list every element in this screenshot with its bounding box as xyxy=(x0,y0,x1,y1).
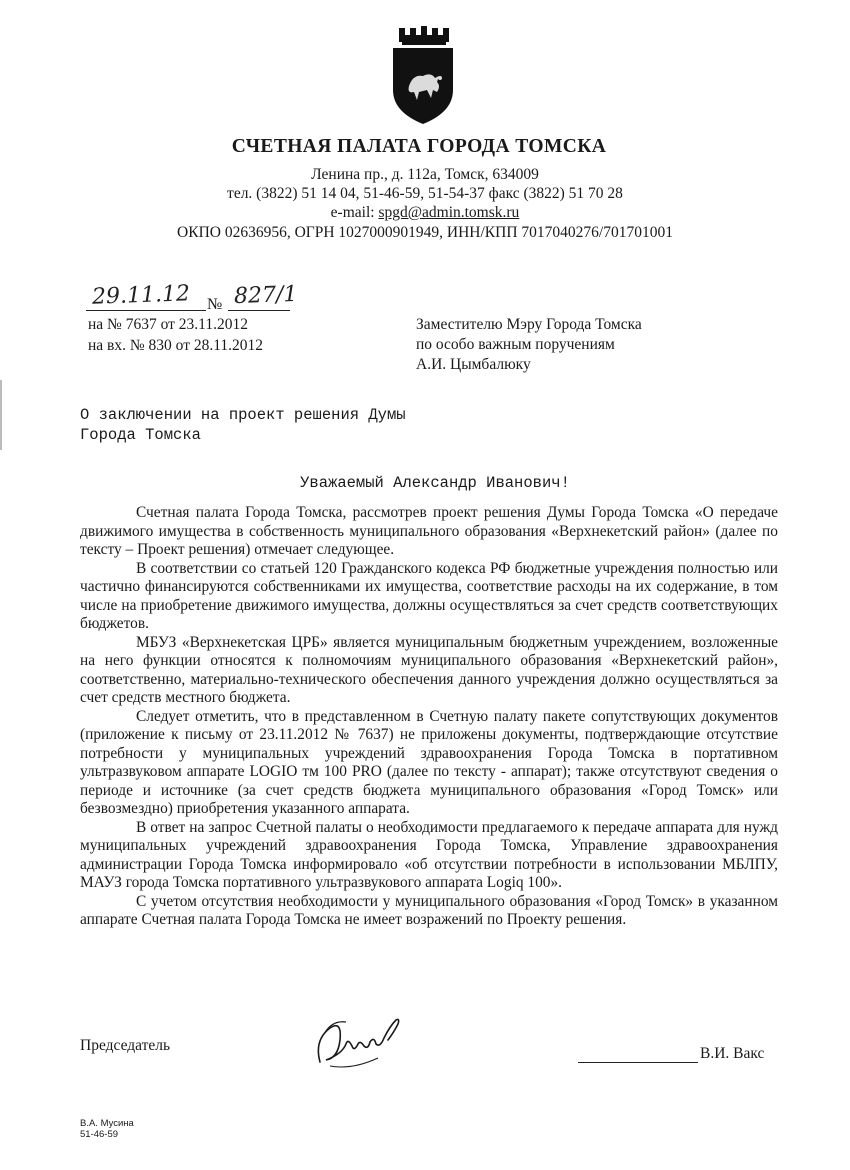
organization-phones: тел. (3822) 51 14 04, 51-46-59, 51-54-37 факс (3822) 51 70 28 xyxy=(227,185,623,202)
body-paragraph: МБУЗ «Верхнекетская ЦРБ» является муниципальным бюджетным учреждением, возложенные на него функции относятся к полномочиям муниципального образования «Верхнекетский район», соответственно, материально-технического обеспечения данного учреждения должно осуществляться за счет средств местного бюджета. xyxy=(80,633,778,706)
addressee-line: А.И. Цымбалюку xyxy=(416,356,531,373)
body-paragraph: С учетом отсутствия необходимости у муниципального образования «Город Томск» в указанном аппарате Счетная палата Города Томска не имеет возражений по Проекту решения. xyxy=(80,892,778,928)
organization-codes: ОКПО 02636956, ОГРН 1027000901949, ИНН/КПП 7017040276/701701001 xyxy=(177,224,673,241)
number-label: № xyxy=(207,296,223,313)
executor-info xyxy=(80,1118,134,1140)
greeting: Уважаемый Александр Иванович! xyxy=(300,474,570,492)
addressee-block xyxy=(416,315,642,375)
executor-name: В.А. Мусина xyxy=(80,1118,134,1129)
handwritten-date: 29.11.12 xyxy=(91,281,191,310)
addressee-line: по особо важным поручениям xyxy=(416,336,615,353)
body-paragraph: Счетная палата Города Томска, рассмотрев проект решения Думы Города Томска «О передаче движимого имущества в собственность муниципального образования «Верхнекетский район» (далее по тексту – Проект решения) отмечает следующее. xyxy=(80,504,778,558)
reference-incoming: на вх. № 830 от 28.11.2012 xyxy=(88,337,264,354)
body-paragraph: Следует отметить, что в представленном в Счетную палату пакете сопутствующих документов (приложение к письму от 23.11.2012 № 7637) не приложены документы, подтверждающие отсутствие потребности у муниципальных учреждений здравоохранения Города Томска в портативном ультразвуковом аппарате LOGIO тм 100 PRO (далее по тексту - аппарат); также отсутствуют сведения о периоде и источнике (за счет средств бюджета муниципального образования «Город Томск» или безвозмездно) приобретения указанного аппарата. xyxy=(80,707,778,817)
signature-underline xyxy=(578,1062,698,1063)
scan-edge-mark xyxy=(0,380,2,450)
subject-line: Города Томска xyxy=(80,426,201,444)
body-paragraph: В ответ на запрос Счетной палаты о необходимости предлагаемого к передаче аппарата для нужд муниципальных учреждений здравоохранения Города Томска, Управление здравоохранения администрации Города Томска информировало «об отсутствии потребности в использовании МБЛПУ, МАУЗ города Томска портативного ультразвукового аппарата Logiq 100». xyxy=(80,818,778,891)
coat-of-arms-emblem xyxy=(383,26,459,126)
handwritten-number: 827/1 xyxy=(233,281,298,310)
letter-body xyxy=(80,504,778,930)
organization-address: Ленина пр., д. 112а, Томск, 634009 xyxy=(311,166,539,183)
organization-email-line xyxy=(0,204,850,222)
signatory-name: В.И. Вакс xyxy=(700,1045,765,1062)
subject-line: О заключении на проект решения Думы xyxy=(80,406,406,424)
email-link[interactable]: spgd@admin.tomsk.ru xyxy=(378,204,520,221)
signatory-position: Председатель xyxy=(80,1037,171,1054)
number-underline xyxy=(228,310,290,311)
date-underline xyxy=(86,310,206,311)
letter-subject xyxy=(80,405,406,445)
executor-phone: 51-46-59 xyxy=(80,1129,119,1140)
reference-outgoing: на № 7637 от 23.11.2012 xyxy=(88,316,248,333)
organization-title: СЧЕТНАЯ ПАЛАТА ГОРОДА ТОМСКА xyxy=(231,136,607,157)
body-paragraph: В соответствии со статьей 120 Гражданского кодекса РФ бюджетные учреждения полностью или частично финансируются собственниками их имущества, соответствие расходы на их содержание, в том числе на приобретение движимого имущества, должны осуществляться за счет средств соответствующих бюджетов. xyxy=(80,559,778,632)
addressee-line: Заместителю Мэру Города Томска xyxy=(416,316,642,333)
email-label: e-mail: xyxy=(330,204,379,221)
handwritten-signature xyxy=(312,1010,407,1072)
